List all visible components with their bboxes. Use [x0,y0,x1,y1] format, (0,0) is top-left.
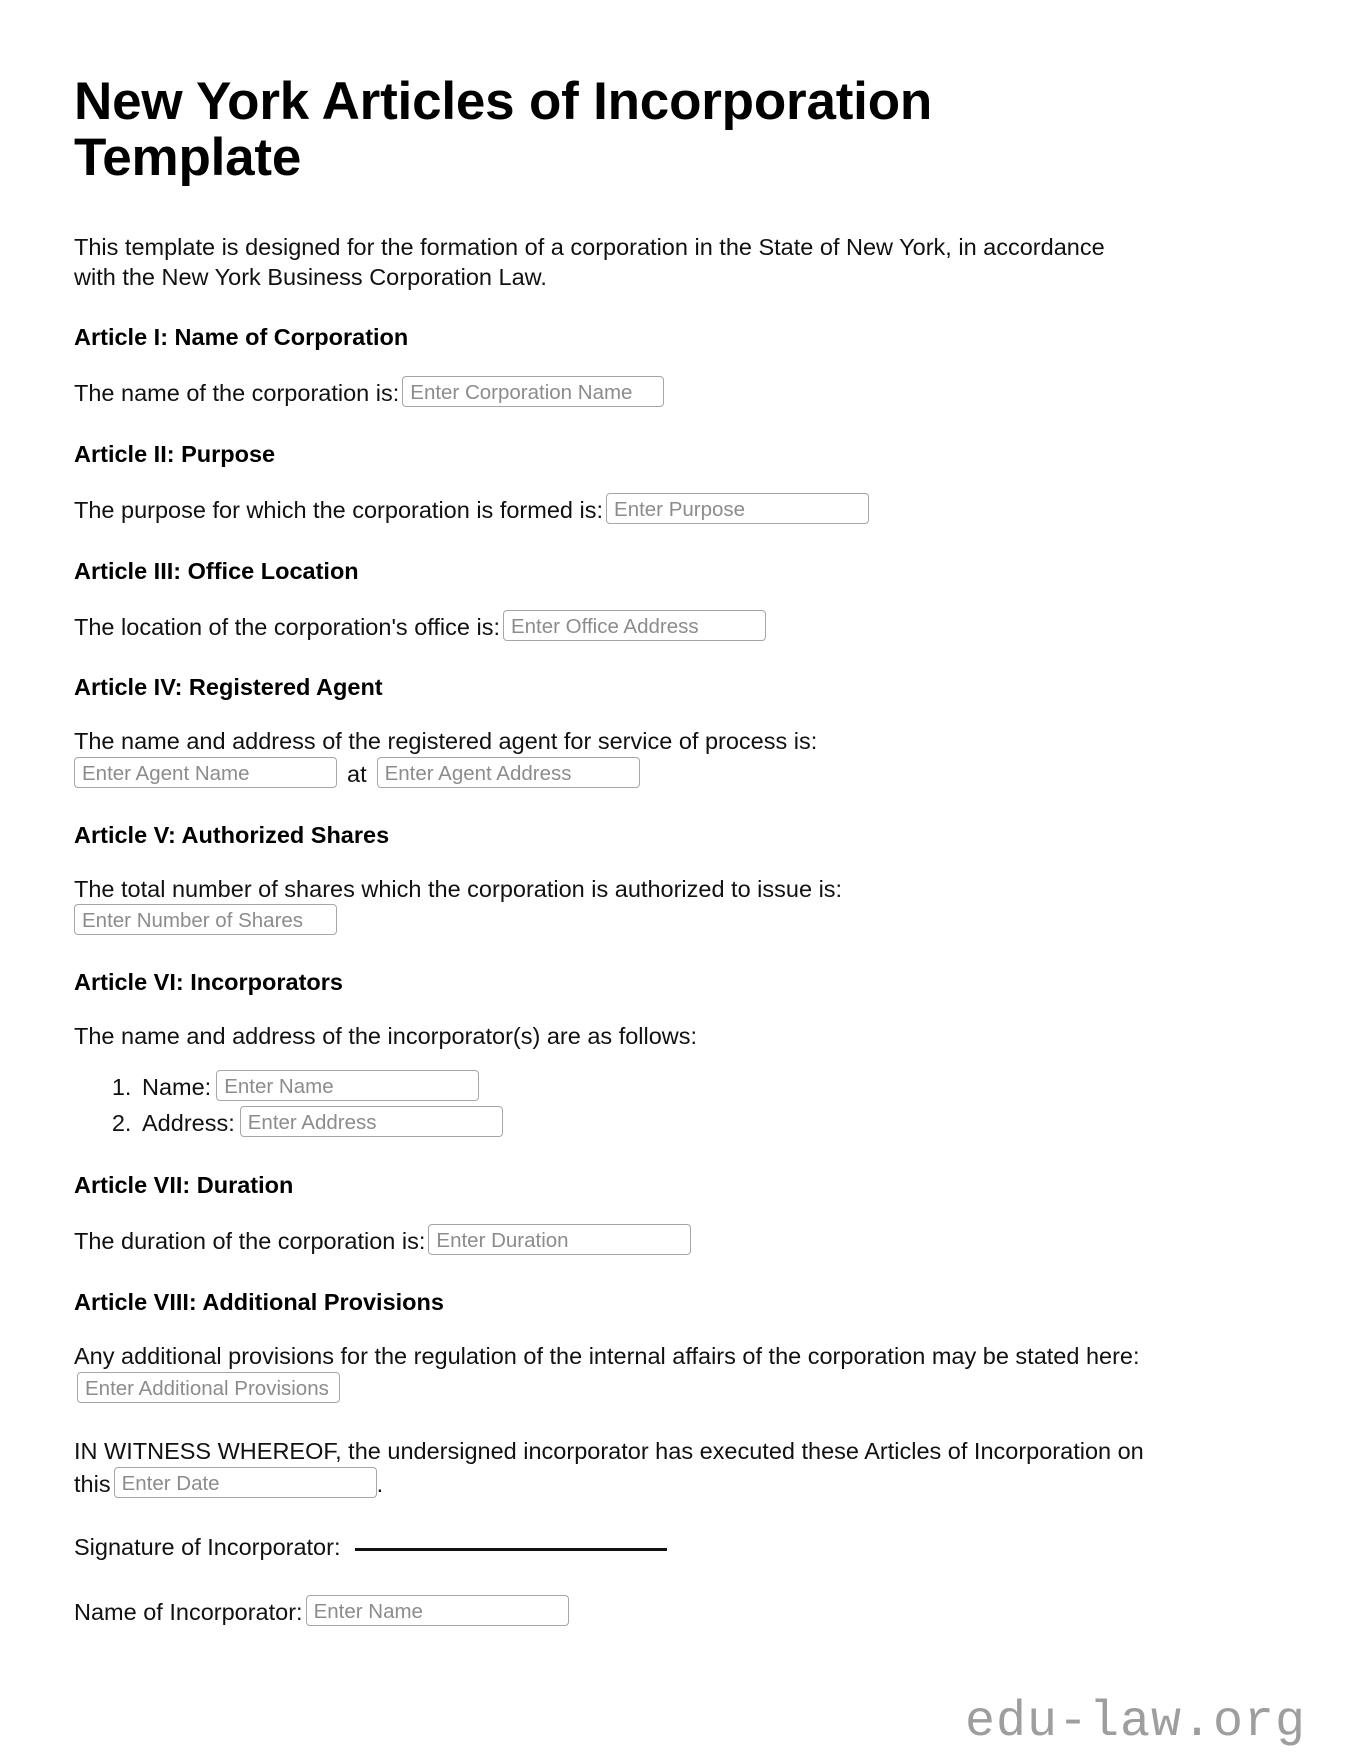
intro-paragraph: This template is designed for the formation of a corporation in the State of New York, in accordance with the New York Business Corporation Law. [74,234,1105,290]
signature-label: Signature of Incorporator: [74,1534,341,1561]
number-of-shares-input[interactable] [74,904,337,935]
incorporator-name-label: Name: [142,1073,212,1100]
article-7-line [74,1224,1174,1257]
incorporator-name-row [74,1595,1266,1628]
site-watermark: edu-law.org [964,1694,1306,1751]
corporation-name-input[interactable] [402,376,664,407]
date-input[interactable] [114,1467,377,1498]
signer-name-placeholder: Enter Name [313,1599,423,1623]
incorporator-name-placeholder: Enter Name [224,1074,334,1098]
list-item [138,1106,1266,1140]
signer-name-input[interactable] [306,1595,569,1626]
page-title: New York Articles of Incorporation Template [74,72,933,188]
article-1-line [74,376,1174,409]
agent-separator-label: at [347,761,367,788]
article-3-heading: Article III: Office Location [74,557,359,584]
agent-address-placeholder: Enter Agent Address [384,762,572,786]
incorporators-list [74,1070,1266,1140]
incorporator-address-placeholder: Enter Address [247,1111,377,1135]
article-2-heading: Article II: Purpose [74,440,276,467]
additional-provisions-input[interactable] [77,1372,340,1403]
article-7-lead-text: The duration of the corporation is: [74,1228,426,1255]
article-2-lead-text: The purpose for which the corporation is formed is: [74,497,604,524]
office-address-input[interactable] [503,610,766,641]
witness-text-after: . [376,1470,384,1497]
article-2-line [74,493,1174,526]
signature-row [74,1532,1266,1563]
name-of-incorporator-label: Name of Incorporator: [74,1598,303,1625]
witness-clause [74,1436,1184,1499]
article-4-line [74,726,1174,789]
incorporator-address-label: Address: [142,1110,235,1137]
additional-provisions-placeholder: Enter Additional Provisions [85,1376,329,1400]
duration-input[interactable] [428,1224,691,1255]
article-3-line [74,610,1174,643]
article-6-line: The name and address of the incorporator(s) are as follows: [74,1023,698,1050]
incorporator-name-input[interactable] [216,1070,479,1101]
office-address-placeholder: Enter Office Address [510,614,699,638]
article-4-heading: Article IV: Registered Agent [74,674,383,701]
corporation-name-placeholder: Enter Corporation Name [410,381,633,405]
incorporator-address-input[interactable] [240,1106,503,1137]
agent-name-input[interactable] [74,757,337,788]
article-4-lead-text: The name and address of the registered agent for service of process is: [74,728,818,755]
article-1-lead-text: The name of the corporation is: [74,380,400,407]
witness-text-before: IN WITNESS WHEREOF, the undersigned incorporator has executed these Articles of Incorporation on this [74,1438,1144,1497]
article-6-heading: Article VI: Incorporators [74,968,343,995]
duration-placeholder: Enter Duration [436,1229,569,1253]
signature-line[interactable] [355,1547,667,1551]
article-7-heading: Article VII: Duration [74,1172,294,1199]
article-8-lead-text: Any additional provisions for the regulation of the internal affairs of the corporation may be stated here: [74,1342,1140,1369]
article-5-line [74,874,1174,937]
purpose-placeholder: Enter Purpose [614,498,746,522]
number-of-shares-placeholder: Enter Number of Shares [82,909,304,933]
article-3-lead-text: The location of the corporation's office is: [74,613,500,640]
article-8-line [74,1341,1174,1404]
article-5-lead-text: The total number of shares which the corporation is authorized to issue is: [74,875,843,902]
article-5-heading: Article V: Authorized Shares [74,821,390,848]
purpose-input[interactable] [606,493,869,524]
article-8-heading: Article VIII: Additional Provisions [74,1288,444,1315]
list-item [138,1070,1266,1104]
agent-name-placeholder: Enter Agent Name [82,762,250,786]
article-1-heading: Article I: Name of Corporation [74,324,409,351]
date-placeholder: Enter Date [121,1471,220,1495]
agent-address-input[interactable] [377,757,640,788]
